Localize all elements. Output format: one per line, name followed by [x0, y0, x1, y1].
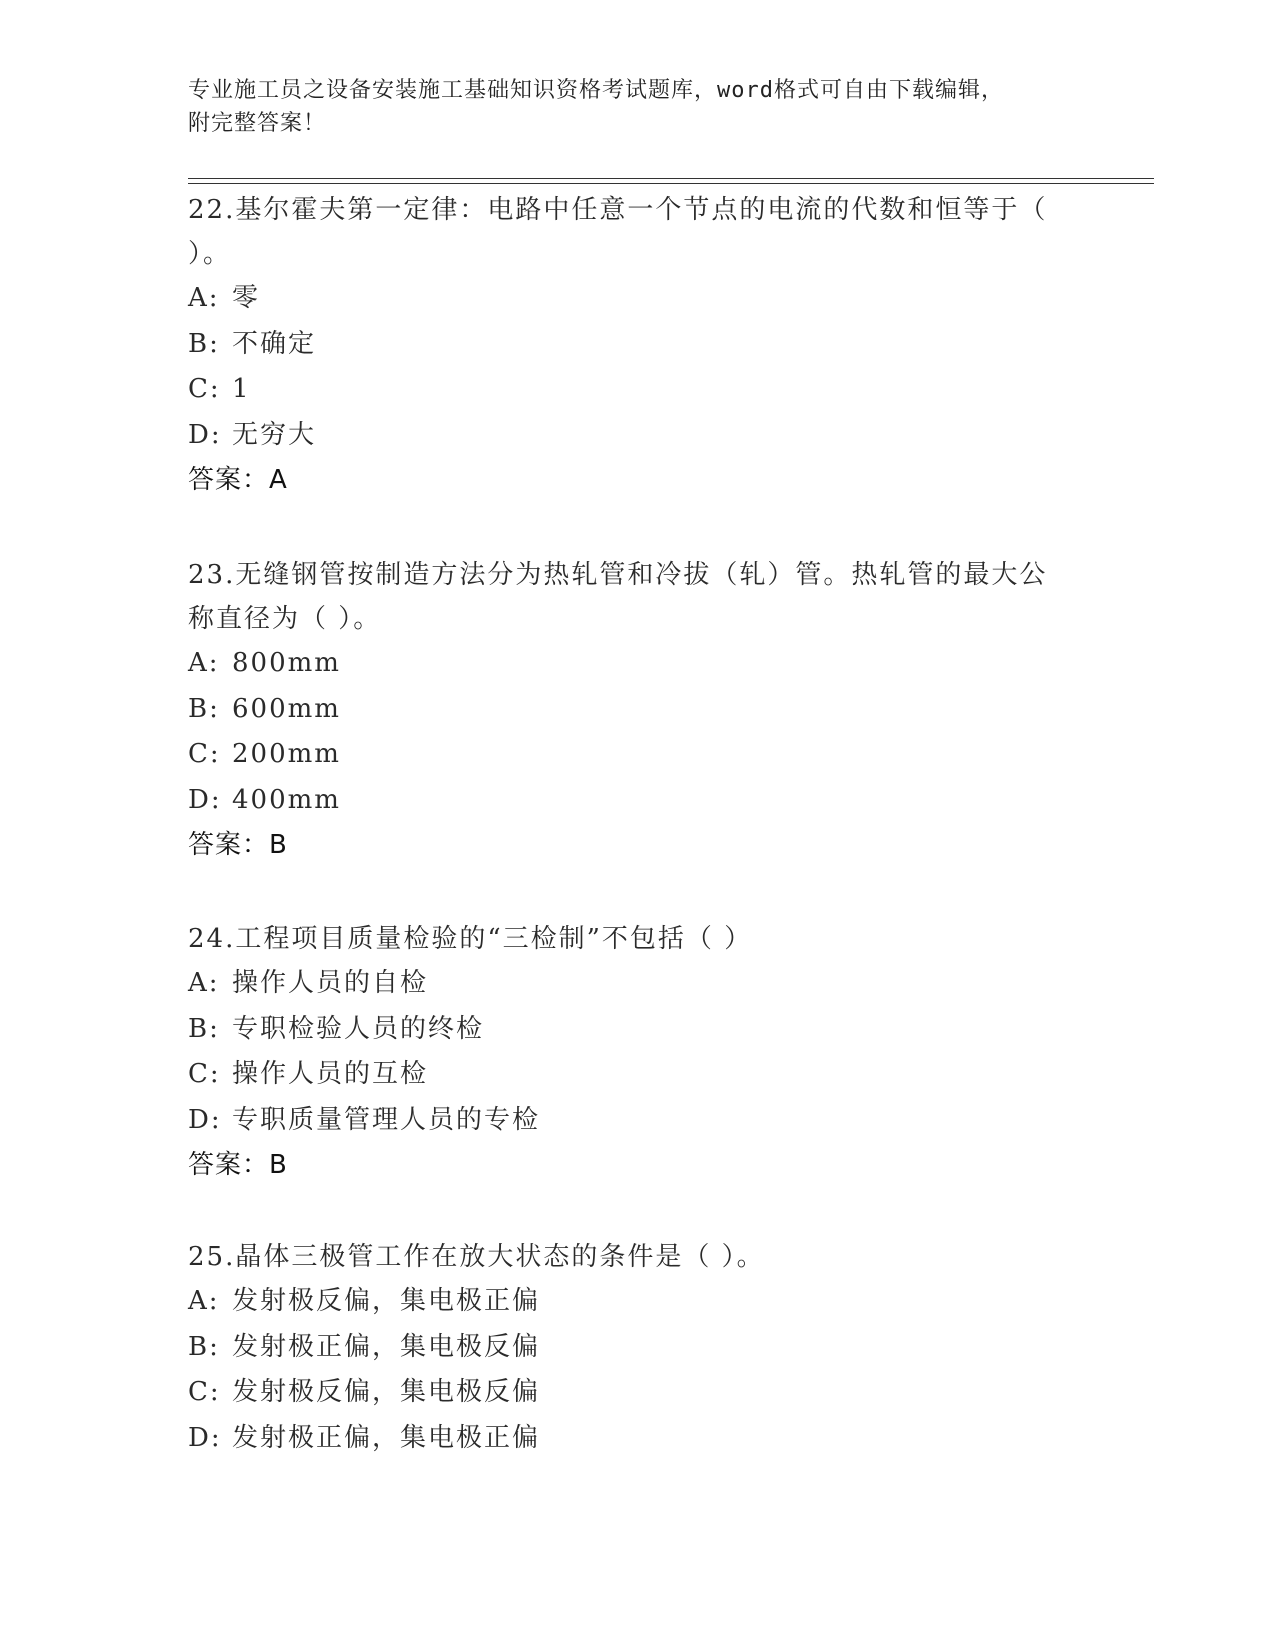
- option-text: 1: [232, 374, 251, 404]
- question-24: [188, 917, 1088, 1187]
- option-d: [188, 1416, 1088, 1462]
- option-text: 不确定: [232, 328, 317, 359]
- option-text: 发射极反偏，集电极反偏: [232, 1377, 541, 1407]
- option-a: [188, 276, 1088, 322]
- option-text: 零: [232, 283, 261, 313]
- header-divider-bottom: [188, 183, 1154, 184]
- option-label: A:: [188, 968, 220, 998]
- option-text: 专职质量管理人员的专检: [232, 1104, 541, 1135]
- question-stem-line-1: 23.无缝钢管按制造方法分为热轧管和冷拔（轧）管。热轧管的最大公: [188, 560, 1048, 590]
- option-label: B:: [188, 1331, 220, 1362]
- document-header: [188, 74, 1068, 140]
- option-label: C:: [188, 374, 221, 404]
- option-c: [188, 367, 1088, 413]
- option-text: 专职检验人员的终检: [232, 1013, 485, 1044]
- option-a: [188, 641, 1088, 687]
- question-stem-line-2: ）。: [188, 239, 232, 269]
- option-text: 操作人员的互检: [232, 1059, 429, 1089]
- option-text: 400mm: [232, 784, 341, 815]
- question-stem-line-1: 24.工程项目质量检验的“三检制”不包括（ ）: [188, 924, 753, 954]
- header-divider-top: [188, 178, 1154, 179]
- option-label: B:: [188, 328, 220, 359]
- option-label: D:: [188, 419, 222, 450]
- option-label: B:: [188, 693, 220, 724]
- answer: 答案：B: [188, 1150, 288, 1180]
- option-text: 发射极正偏，集电极正偏: [232, 1422, 541, 1453]
- option-label: C:: [188, 739, 221, 769]
- question-22: [188, 188, 1088, 502]
- question-stem-line-1: 22.基尔霍夫第一定律：电路中任意一个节点的电流的代数和恒等于（: [188, 195, 1048, 225]
- option-label: D:: [188, 1104, 222, 1135]
- option-text: 600mm: [232, 693, 341, 724]
- option-c: [188, 732, 1088, 778]
- header-line-1: 专业施工员之设备安装施工基础知识资格考试题库，word格式可自由下载编辑，: [188, 78, 1004, 103]
- option-text: 操作人员的自检: [232, 968, 429, 998]
- answer: 答案：A: [188, 465, 288, 495]
- option-d: [188, 778, 1088, 824]
- option-d: [188, 413, 1088, 459]
- answer: 答案：B: [188, 830, 288, 860]
- option-label: D:: [188, 1422, 222, 1453]
- option-label: A:: [188, 1286, 220, 1316]
- option-label: C:: [188, 1377, 221, 1407]
- option-label: C:: [188, 1059, 221, 1089]
- option-b: [188, 322, 1088, 368]
- option-label: D:: [188, 784, 222, 815]
- option-text: 发射极反偏，集电极正偏: [232, 1286, 541, 1316]
- option-c: [188, 1370, 1088, 1416]
- option-c: [188, 1052, 1088, 1098]
- option-label: B:: [188, 1013, 220, 1044]
- option-text: 800mm: [232, 648, 341, 678]
- option-b: [188, 1007, 1088, 1053]
- option-label: A:: [188, 648, 220, 678]
- question-stem-line-2: 称直径为（ ）。: [188, 604, 382, 634]
- option-label: A:: [188, 283, 220, 313]
- option-a: [188, 961, 1088, 1007]
- question-stem-line-1: 25.晶体三极管工作在放大状态的条件是（ ）。: [188, 1242, 765, 1272]
- header-line-2: 附完整答案！: [188, 111, 327, 136]
- option-b: [188, 1325, 1088, 1371]
- option-text: 无穷大: [232, 419, 317, 450]
- question-23: [188, 553, 1088, 867]
- option-text: 200mm: [232, 739, 341, 769]
- option-a: [188, 1279, 1088, 1325]
- option-text: 发射极正偏，集电极反偏: [232, 1331, 541, 1362]
- option-b: [188, 687, 1088, 733]
- option-d: [188, 1098, 1088, 1144]
- question-25: [188, 1235, 1088, 1461]
